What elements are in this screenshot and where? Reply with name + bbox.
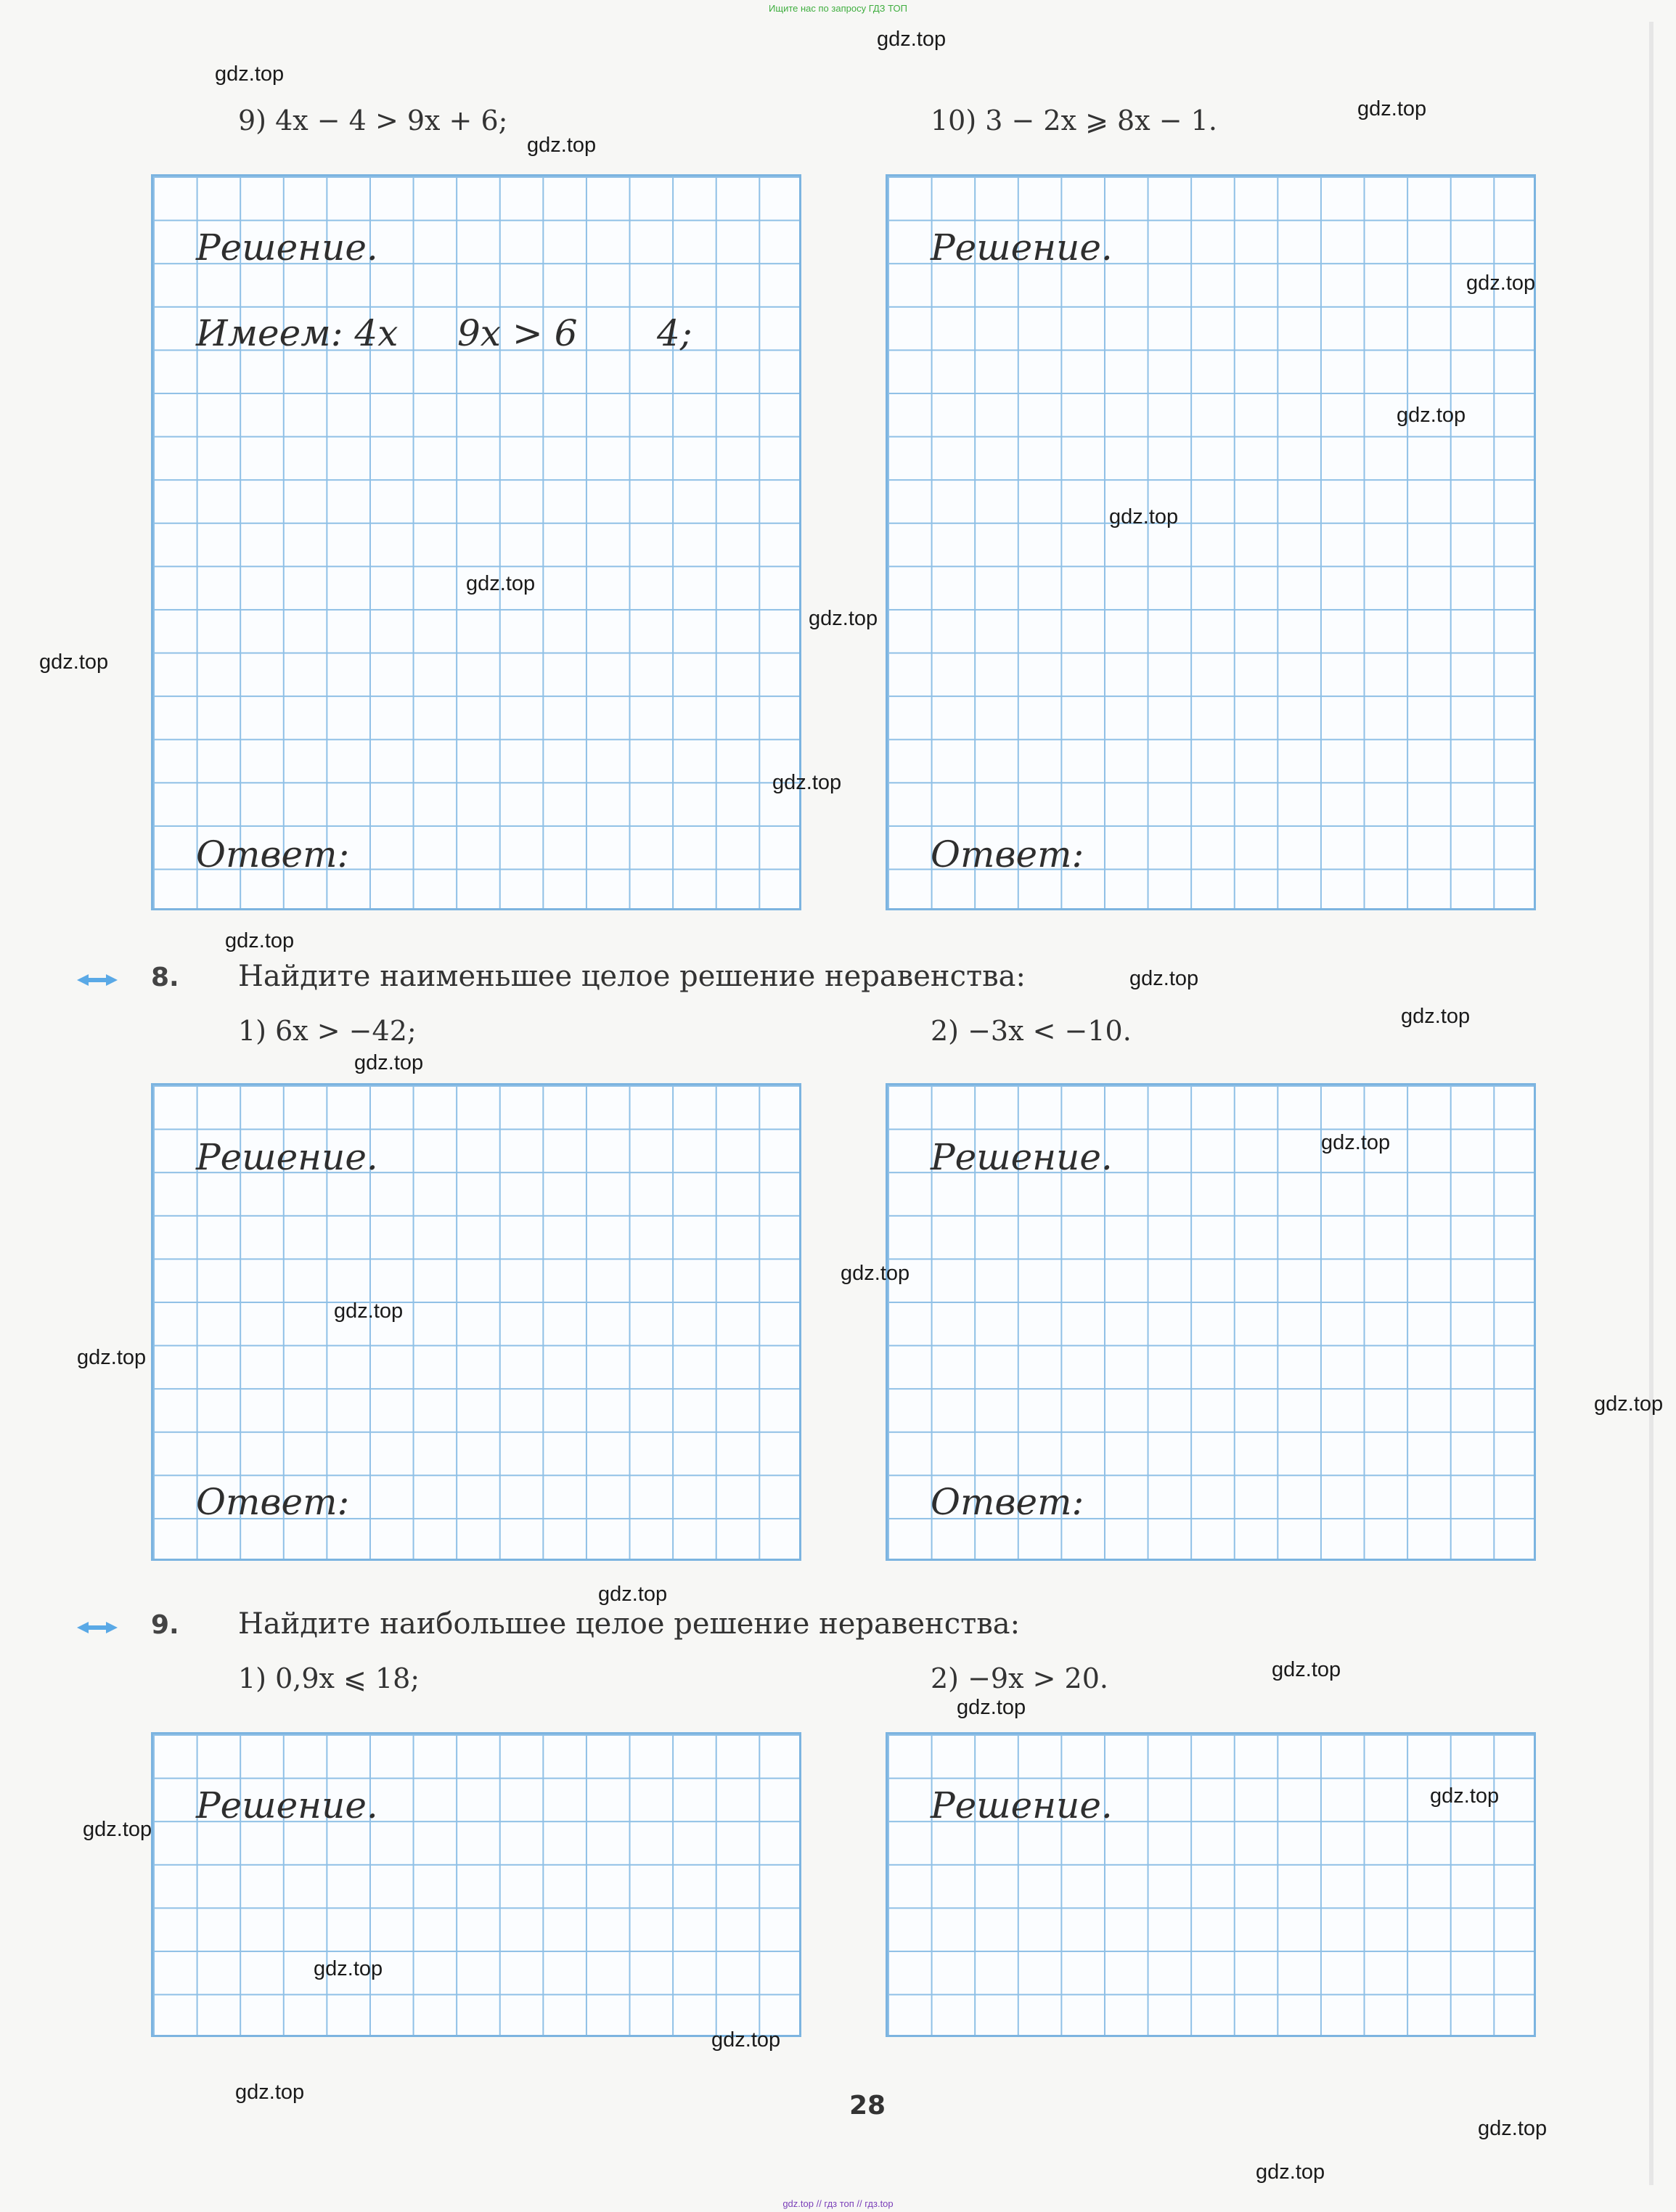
watermark-text: gdz.top <box>235 2081 305 2104</box>
watermark-text: gdz.top <box>215 62 285 86</box>
footer-note: gdz.top // гдз топ // гдз.top <box>782 2198 894 2209</box>
watermark-text: gdz.top <box>877 28 947 51</box>
solution-label-10: Решение. <box>931 226 1113 269</box>
watermark-text: gdz.top <box>809 607 878 630</box>
double-arrow-icon <box>75 973 119 987</box>
solution-label-9: Решение. <box>196 226 378 269</box>
solution-label-9-1: Решение. <box>196 1784 378 1827</box>
have-end-9: 4; <box>657 312 692 354</box>
page-number: 28 <box>849 2091 886 2121</box>
exercise-8-text: Найдите наименьшее целое решение неравенства: <box>238 960 1026 993</box>
watermark-text: gdz.top <box>1256 2160 1325 2184</box>
answer-label-8-1: Ответ: <box>196 1481 350 1523</box>
answer-grid-9-2[interactable] <box>886 1732 1536 2037</box>
watermark-text: gdz.top <box>711 2028 781 2052</box>
have-middle-9: 9x > 6 <box>457 312 578 354</box>
watermark-text: gdz.top <box>1478 2117 1548 2140</box>
watermark-text: gdz.top <box>1321 1131 1391 1154</box>
watermark-text: gdz.top <box>466 572 536 595</box>
watermark-text: gdz.top <box>1109 505 1179 528</box>
exercise-9-part-2: 2) −9x > 20. <box>931 1662 1108 1694</box>
watermark-text: gdz.top <box>314 1957 383 1980</box>
watermark-text: gdz.top <box>334 1299 404 1323</box>
task-10-equation: 10) 3 − 2x ⩾ 8x − 1. <box>931 105 1217 136</box>
answer-grid-9[interactable] <box>151 174 801 910</box>
watermark-text: gdz.top <box>527 134 597 157</box>
double-arrow-icon <box>75 1620 119 1635</box>
watermark-text: gdz.top <box>354 1051 424 1074</box>
watermark-text: gdz.top <box>1129 967 1199 990</box>
solution-label-8-2: Решение. <box>931 1136 1113 1178</box>
exercise-9-number: 9. <box>151 1610 179 1640</box>
exercise-9-part-1: 1) 0,9x ⩽ 18; <box>238 1662 420 1694</box>
watermark-text: gdz.top <box>1466 272 1536 295</box>
watermark-text: gdz.top <box>1401 1005 1471 1028</box>
answer-grid-10[interactable] <box>886 174 1536 910</box>
exercise-8-part-2: 2) −3x < −10. <box>931 1015 1132 1047</box>
watermark-text: gdz.top <box>225 929 295 952</box>
watermark-text: gdz.top <box>957 1696 1026 1719</box>
watermark-text: gdz.top <box>841 1262 910 1285</box>
watermark-text: gdz.top <box>1430 1784 1500 1808</box>
watermark-text: gdz.top <box>83 1818 152 1841</box>
watermark-text: gdz.top <box>1272 1658 1341 1681</box>
solution-label-9-2: Решение. <box>931 1784 1113 1827</box>
watermark-text: gdz.top <box>1594 1392 1664 1416</box>
watermark-text: gdz.top <box>77 1346 147 1369</box>
answer-label-10: Ответ: <box>931 833 1084 876</box>
answer-grid-9-1[interactable] <box>151 1732 801 2037</box>
exercise-8-part-1: 1) 6x > −42; <box>238 1015 417 1047</box>
exercise-8-number: 8. <box>151 963 179 992</box>
have-label-9: Имеем: 4x <box>196 312 398 354</box>
watermark-text: gdz.top <box>1397 404 1466 427</box>
watermark-text: gdz.top <box>772 771 842 794</box>
task-9-equation: 9) 4x − 4 > 9x + 6; <box>238 105 508 136</box>
top-search-note: Ищите нас по запросу ГДЗ ТОП <box>769 3 907 14</box>
watermark-text: gdz.top <box>1357 97 1427 121</box>
solution-label-8-1: Решение. <box>196 1136 378 1178</box>
watermark-text: gdz.top <box>598 1583 668 1606</box>
answer-label-9: Ответ: <box>196 833 350 876</box>
answer-label-8-2: Ответ: <box>931 1481 1084 1523</box>
page-edge-shadow <box>1649 22 1653 2185</box>
exercise-9-text: Найдите наибольшее целое решение неравенства: <box>238 1607 1021 1641</box>
watermark-text: gdz.top <box>39 650 109 674</box>
